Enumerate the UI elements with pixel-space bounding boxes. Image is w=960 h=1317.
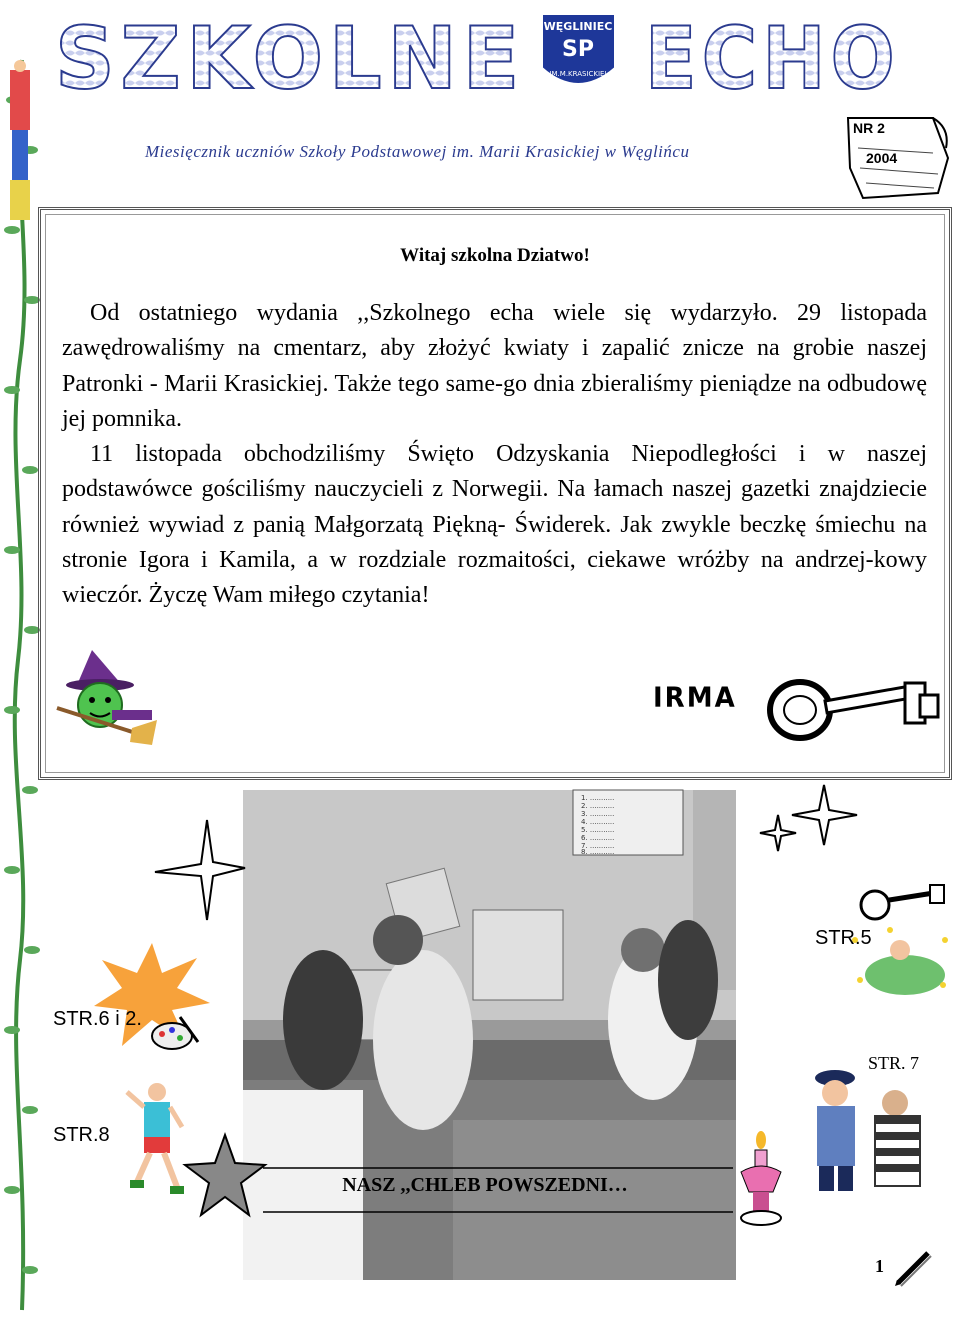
svg-text:7. ...........: 7. ........... (581, 842, 615, 850)
key-icon (765, 665, 945, 750)
soccer-player-icon (122, 1082, 187, 1202)
intro-text (62, 296, 927, 614)
svg-text:4. ...........: 4. ........... (581, 818, 615, 826)
palette-icon (150, 1012, 200, 1052)
star-icon (792, 785, 857, 845)
intro-paragraph-2: 11 listopada obchodziliśmy Święto Odzyskania Niepodległości i w naszej podstawówce gościliśmy nauczycieli z Norwegii. Na łamach naszej gazetki znajdziecie również wywiad z panią Małgorzatą Piękną- Świderek. Jak zwykle beczkę śmiechu na stronie Igora i Kamila, a w rozdziale rozmaitości, ciekawe wróżby na andrzej-kowy wieczór. Życzę Wam miłego czytania! (62, 441, 927, 609)
signature-irma: IRMA (653, 682, 737, 714)
svg-text:6. ...........: 6. ........... (581, 834, 615, 842)
emblem-ring-text: IM.M.KRASICKIEJ (549, 70, 607, 78)
page-ref-str5: STR.5 (815, 927, 872, 949)
star-icon (185, 1135, 265, 1215)
emblem-initials: SP (562, 37, 594, 62)
page-ref-str7: STR. 7 (868, 1053, 920, 1073)
page-number: 1 (875, 1256, 884, 1276)
school-emblem (542, 14, 615, 84)
svg-text:2. ...........: 2. ........... (581, 802, 615, 810)
masthead-title (55, 8, 905, 109)
candle-icon (737, 1130, 785, 1228)
witch-icon (52, 650, 160, 746)
masthead-title-left: SZKOLNE (55, 9, 525, 109)
page-ref-str8: STR.8 (53, 1124, 110, 1146)
masthead-title-right: ECHO (645, 9, 900, 109)
bread-title: NASZ ,,CHLEB POWSZEDNI… (342, 1174, 628, 1196)
svg-text:8. ...........: 8. ........... (581, 848, 615, 856)
page-ref-str6: STR.6 i 2. (53, 1008, 142, 1030)
greeting-heading: Witaj szkolna Dziatwo! (400, 245, 590, 266)
svg-text:1. ...........: 1. ........... (581, 794, 615, 802)
masthead-subtitle: Miesięcznik uczniów Szkoły Podstawowej im. Marii Krasickiej w Węglińcu (145, 142, 690, 161)
police-icon (805, 1068, 940, 1193)
emblem-top-text: WĘGLINIEC (543, 20, 613, 33)
pen-icon (893, 1248, 933, 1288)
intro-paragraph-1: Od ostatniego wydania ,,Szkolnego echa wiele się wydarzyło. 29 listopada zawędrowaliśmy na cmentarz, aby złożyć kwiaty i zapalić znicze na grobie naszej Patronki - Marii Krasickiej. Także tego same-go dnia zbieraliśmy pieniądze na odbudowę jej pomnika. (62, 300, 927, 432)
svg-text:5. ...........: 5. ........... (581, 826, 615, 834)
star-icon (760, 815, 796, 851)
star-icon (155, 820, 245, 920)
svg-text:3. ...........: 3. ........... (581, 810, 615, 818)
issue-year: 2004 (866, 150, 898, 166)
issue-number: NR 2 (853, 120, 885, 136)
